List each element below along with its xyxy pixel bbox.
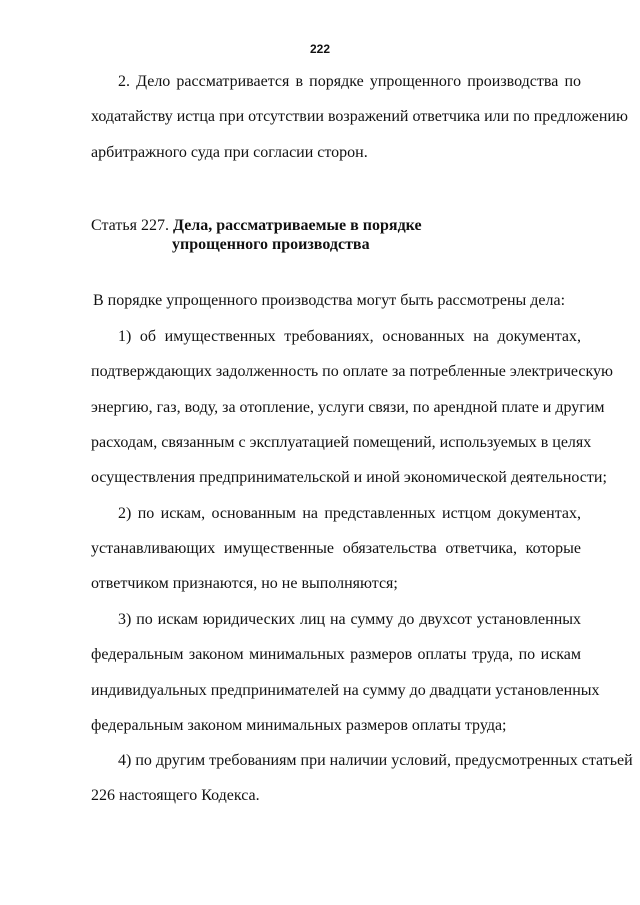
item-1-line-3: энергию, газ, воду, за отопление, услуги связи, по арендной плате и другим xyxy=(91,399,605,416)
paragraph-2-line-1: 2. Дело рассматривается в порядке упрощенного производства по xyxy=(118,73,581,90)
item-3-line-3: индивидуальных предпринимателей на сумму до двадцати установленных xyxy=(91,682,600,699)
item-2-line-3: ответчиком признаются, но не выполняются; xyxy=(91,575,398,592)
item-2-line-1: 2) по искам, основанным на представленных истцом документах, xyxy=(118,505,581,522)
article-title-line-2: упрощенного производства xyxy=(172,236,370,253)
article-heading xyxy=(91,216,581,236)
item-2-line-2: устанавливающих имущественные обязательства ответчика, которые xyxy=(91,540,581,557)
article-label: Статья 227. xyxy=(91,217,169,234)
page-number: 222 xyxy=(309,42,331,56)
item-1-line-1: 1) об имущественных требованиях, основанных на документах, xyxy=(118,328,581,345)
item-4-line-1: 4) по другим требованиям при наличии условий, предусмотренных статьей xyxy=(118,752,633,769)
article-title-line-1: Дела, рассматриваемые в порядке xyxy=(172,217,422,234)
intro-line: В порядке упрощенного производства могут быть рассмотрены дела: xyxy=(93,292,566,309)
item-1-line-2: подтверждающих задолженность по оплате за потребленные электрическую xyxy=(91,363,614,380)
paragraph-2-line-3: арбитражного суда при согласии сторон. xyxy=(91,144,368,161)
item-3-line-1: 3) по искам юридических лиц на сумму до двухсот установленных xyxy=(118,611,581,628)
paragraph-2-line-2: ходатайству истца при отсутствии возражений ответчика или по предложению xyxy=(91,108,628,125)
item-4-line-2: 226 настоящего Кодекса. xyxy=(91,787,260,804)
item-3-line-4: федеральным законом минимальных размеров оплаты труда; xyxy=(91,717,507,734)
item-3-line-2: федеральным законом минимальных размеров оплаты труда, по искам xyxy=(91,646,581,663)
item-1-line-5: осуществления предпринимательской и иной экономической деятельности; xyxy=(91,469,607,486)
item-1-line-4: расходам, связанным с эксплуатацией помещений, используемых в целях xyxy=(91,434,592,451)
article-heading-line-2 xyxy=(172,235,640,255)
